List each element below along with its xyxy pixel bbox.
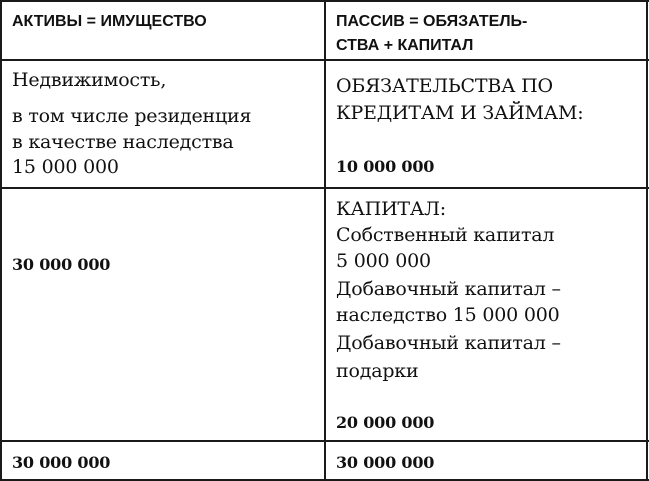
row2-right-line7: подарки xyxy=(336,360,419,382)
total-assets: 30 000 000 xyxy=(12,453,111,472)
row2-left-total: 30 000 000 xyxy=(12,255,111,274)
table-border-top xyxy=(0,0,649,2)
row2-right-line3: 5 000 000 xyxy=(336,250,431,272)
row1-right-total: 10 000 000 xyxy=(336,157,435,176)
table-divider-row2 xyxy=(0,440,649,442)
total-liabilities: 30 000 000 xyxy=(336,453,435,472)
row1-left-line1: Недвижимость, xyxy=(12,69,167,91)
row2-right-line1: КАПИТАЛ: xyxy=(336,198,446,220)
row1-left-line2: в том числе резиденция xyxy=(12,105,252,127)
table-divider-row1 xyxy=(0,187,649,189)
table-divider-header xyxy=(0,59,649,61)
row1-left-line3: в качестве наследства xyxy=(12,131,234,153)
header-liabilities-line2: СТВА + КАПИТАЛ xyxy=(336,37,474,54)
table-divider-vertical xyxy=(324,0,326,481)
header-assets: АКТИВЫ = ИМУЩЕСТВО xyxy=(12,13,207,30)
row1-left-line4: 15 000 000 xyxy=(12,156,119,178)
header-liabilities-line1: ПАССИВ = ОБЯЗАТЕЛЬ- xyxy=(336,13,528,30)
table-border-right xyxy=(646,0,648,481)
row2-right-line2: Собственный капитал xyxy=(336,224,555,246)
table-border-left xyxy=(0,0,2,481)
row1-right-line2: КРЕДИТАМ И ЗАЙМАМ: xyxy=(336,102,584,124)
row2-right-line6: Добавочный капитал – xyxy=(336,332,561,354)
row2-right-total: 20 000 000 xyxy=(336,413,435,432)
row1-right-line1: ОБЯЗАТЕЛЬСТВА ПО xyxy=(336,75,553,97)
row2-right-line4: Добавочный капитал – xyxy=(336,278,561,300)
row2-right-line5: наследство 15 000 000 xyxy=(336,304,560,326)
